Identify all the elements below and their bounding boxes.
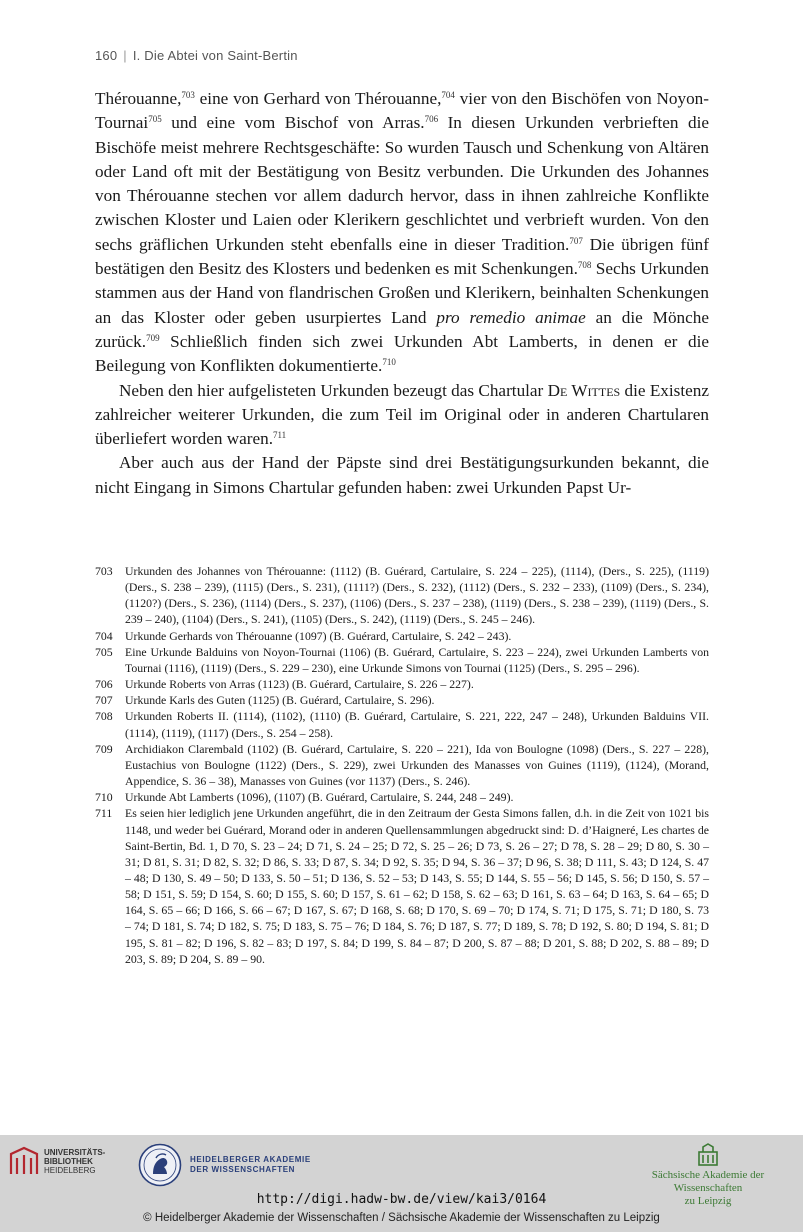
footnote-text: Urkunde Karls des Guten (1125) (B. Guérard, Cartulaire, S. 296). [125,693,435,708]
ub-logo-line: BIBLIOTHEK [44,1156,93,1166]
running-header [95,48,298,63]
footnote-text: Es seien hier lediglich jene Urkunden angeführt, die in den Zeitraum der Gesta Simons fallen, d.h. in die Zeit von 1021 bis 1148, und weder bei Guérard, Morand oder in anderen Quellensammlungen abgedruckt sind: D. d’Haigneré, Les chartes de Saint-Bertin, Bd. 1, D 70, S. 23 – 24; D 71, S. 24 – 25; D 72, S. 25 – 26; D 73, S. 26 – 27; D 78, S. 28 – 29; D 80, S. 30 – 31; D 81, S. 31; D 82, S. 32; D 86, S. 33; D 87, S. 34; D 92, S. 35; D 94, S. 36 – 37; D 96, S. 38; D 111, S. 43; D 124, S. 47 – 48; D 130, S. 49 – 50; D 133, S. 50 – 51; D 136, S. 52 – 53; D 143, S. 55; D 144, S. 55 – 56; D 145, S. 56; D 150, S. 57 – 58; D 151, S. 59; D 154, S. 60; D 155, S. 60; D 157, S. 61 – 62; D 158, S. 62 – 63; D 161, S. 63 – 64; D 163, S. 64 – 65; D 164, S. 65 – 66; D 166, S. 66 – 67; D 167, S. 67; D 168, S. 68; D 170, S. 69 – 70; D 174, S. 71; D 175, S. 71; D 180, S. 73 – 74; D 181, S. 74; D 182, S. 75; D 183, S. 75 – 76; D 184, S. 76; D 187, S. 77; D 189, S. 78; D 192, S. 80; D 194, S. 81; D 195, S. 81 – 82; D 196, S. 82 – 83; D 197, S. 84; D 199, S. 84 – 87; D 200, S. 87 – 88; D 201, S. 88; D 202, S. 88 – 89; D 203, S. 89; D 204, S. 89 – 90. [125,806,709,966]
footnote-ref-706[interactable]: 706 [424,114,439,125]
footnote-number: 709 [95,741,113,756]
ub-logo-line: HEIDELBERG [44,1165,96,1175]
footnote [95,789,709,805]
footnote-text: Urkunde Roberts von Arras (1123) (B. Guérard, Cartulaire, S. 226 – 227). [125,677,474,692]
text-run: Schließlich finden sich zwei Urkunden Abt Lamberts, in denen er die Beilegung von Konflikten dokumentierte. [95,331,709,376]
footnote [95,805,709,967]
footnote-number: 707 [95,693,113,708]
paragraph-3: Aber auch aus der Hand der Päpste sind drei Bestätigungsurkunden bekannt, die nicht Eingang in Simons Chartular gefunden haben: zwei Urkunden Papst Ur- [95,453,709,497]
text-run: eine von Gerhard von Thérouanne, [194,89,442,108]
paragraph-1 [95,87,709,379]
paragraph-2 [95,379,709,452]
footnotes [95,563,709,967]
copyright-notice: © Heidelberger Akademie der Wissenschaften / Sächsische Akademie der Wissenschaften zu Leipzig [143,1212,660,1224]
footnote-ref-703[interactable]: 703 [181,90,195,100]
author-name: De Wittes [547,380,621,400]
text-run: Thérouanne, [95,89,182,108]
footnote-number: 706 [95,677,113,692]
footnote-ref-708[interactable]: 708 [577,260,592,271]
footnote-number: 705 [95,644,113,659]
hadw-logo-label [190,1155,311,1175]
footnote-ref-705[interactable]: 705 [148,114,162,125]
footnote-number: 704 [95,628,113,643]
latin-phrase: pro remedio animae [436,307,586,327]
ub-logo-label [44,1148,105,1175]
footnote [95,692,709,708]
footnote-ref-704[interactable]: 704 [441,90,455,100]
text-run: und eine vom Bischof von Arras. [161,113,425,133]
text-run: In diesen Urkunden verbrieften die Bischöfe meist mehrere Rechtsgeschäfte: So wurden Tausch und Schenkung von Altären oder Land oft mit der Bestätigung von Besitz verbunden. Die Urkunden des Johannes von Thérouanne stechen vor allem dadurch hervor, dass in ihnen zahlreiche Konflikte zwischen Kloster und Laien oder Klerikern geschlichtet und verbrieft wurden. Von den sechs gräflichen Urkunden steht ebenfalls eine in dieser Tradition. [95,113,709,254]
footnote-ref-710[interactable]: 710 [382,357,396,368]
footnote-number: 710 [95,790,113,805]
hadw-logo-line: DER WISSENSCHAFTEN [190,1165,296,1174]
ub-heidelberg-logo[interactable] [8,1145,105,1177]
footnote-number: 708 [95,709,113,724]
text-run: Die übrigen fünf bestätigen den Besitz des Klosters und bedenken es mit Schenkungen. [95,234,709,279]
text-run: vier von den Bischöfen von Noyon-Tournai [95,89,709,133]
text-run: Sechs Urkunden stammen aus der Hand von flandrischen Großen und Klerikern, beinhalten Schenkungen an das Kloster oder geben usurpiertes Land [95,259,709,327]
footnote-ref-711[interactable]: 711 [273,430,287,441]
header-separator: | [123,48,127,63]
footnote-text: Eine Urkunde Balduins von Noyon-Tournai (1106) (B. Guérard, Cartulaire, S. 223 – 224), zwei Urkunden Lamberts von Tournai (1116), (1119) (Ders., S. 229 – 230), eine Urkunde Simons von Tournai (1125) (Ders., S. 295 – 296). [125,644,709,675]
text-run: Neben den hier aufgelisteten Urkunden bezeugt das Chartular [119,380,548,400]
footnote [95,628,709,644]
footnote [95,708,709,740]
footnote-text: Urkunden Roberts II. (1114), (1102), (1110) (B. Guérard, Cartulaire, S. 221, 222, 247 – 248), Urkunden Balduins VII. (1114), (1119), (1117) (Ders., S. 254 – 258). [125,709,709,740]
saw-logo-line: Sächsische Akademie der Wissenschaften [651,1169,765,1194]
footnote-text: Urkunden des Johannes von Thérouanne: (1112) (B. Guérard, Cartulaire, S. 224 – 225), (1114), (Ders., S. 225), (1119) (Ders., S. 238 – 239), (1115) (Ders., S. 231), (1111?) (Ders., S. 232), (1112) (Ders., S. 232 – 233), (1109) (Ders., S. 234), (1120?) (Ders., S. 236), (1114) (Ders., S. 237), (1106) (Ders., S. 237 – 238), (1119) (Ders., S. 238 – 239), (1119) (Ders., S. 239 – 240), (1104) (Ders., S. 241), (1105) (Ders., S. 242), (1119) (Ders., S. 245 – 246). [125,564,709,627]
footnote-number: 703 [95,564,113,578]
footnote [95,644,709,676]
minerva-seal-icon [138,1143,182,1187]
saw-building-icon [697,1143,719,1167]
footnote-number: 711 [95,806,113,821]
footnote-ref-709[interactable]: 709 [146,332,160,343]
footnote [95,741,709,789]
footnote-text: Urkunde Abt Lamberts (1096), (1107) (B. Guérard, Cartulaire, S. 244, 248 – 249). [125,790,514,805]
footnote-text: Urkunde Gerhards von Thérouanne (1097) (B. Guérard, Cartulaire, S. 242 – 243). [125,628,512,643]
ub-building-icon [8,1145,40,1177]
footnote [95,676,709,692]
digitization-footer [0,1135,803,1232]
permalink[interactable]: http://digi.hadw-bw.de/view/kai3/0164 [256,1192,547,1207]
footnote-ref-707[interactable]: 707 [569,235,583,246]
chapter-title: I. Die Abtei von Saint-Bertin [132,48,298,63]
saw-logo-line: zu Leipzig [684,1195,732,1207]
footnote [95,563,709,628]
hadw-logo[interactable] [138,1143,311,1187]
footnote-text: Archidiakon Clarembald (1102) (B. Guérard, Cartulaire, S. 220 – 221), Ida von Boulogne (1098) (Ders., S. 227 – 228), Eustachius von Boulogne (1122) (Ders., S. 229), zwei Urkunden des Manasses von Guines (1119), (1124), (Morand, Appendice, S. 36 – 38), Manasses von Guines (vor 1137) (Ders., S. 246). [125,741,709,789]
text-run: an die Mönche zurück. [95,307,709,351]
ub-logo-line: UNIVERSITÄTS- [44,1147,106,1157]
text-run: die Existenz zahlreicher weiterer Urkunden, die zum Teil im Original oder in anderen Chartularen überliefert worden waren. [95,380,709,449]
hadw-logo-line: HEIDELBERGER AKADEMIE [190,1155,311,1164]
main-text [95,87,709,500]
page-number: 160 [95,48,118,63]
